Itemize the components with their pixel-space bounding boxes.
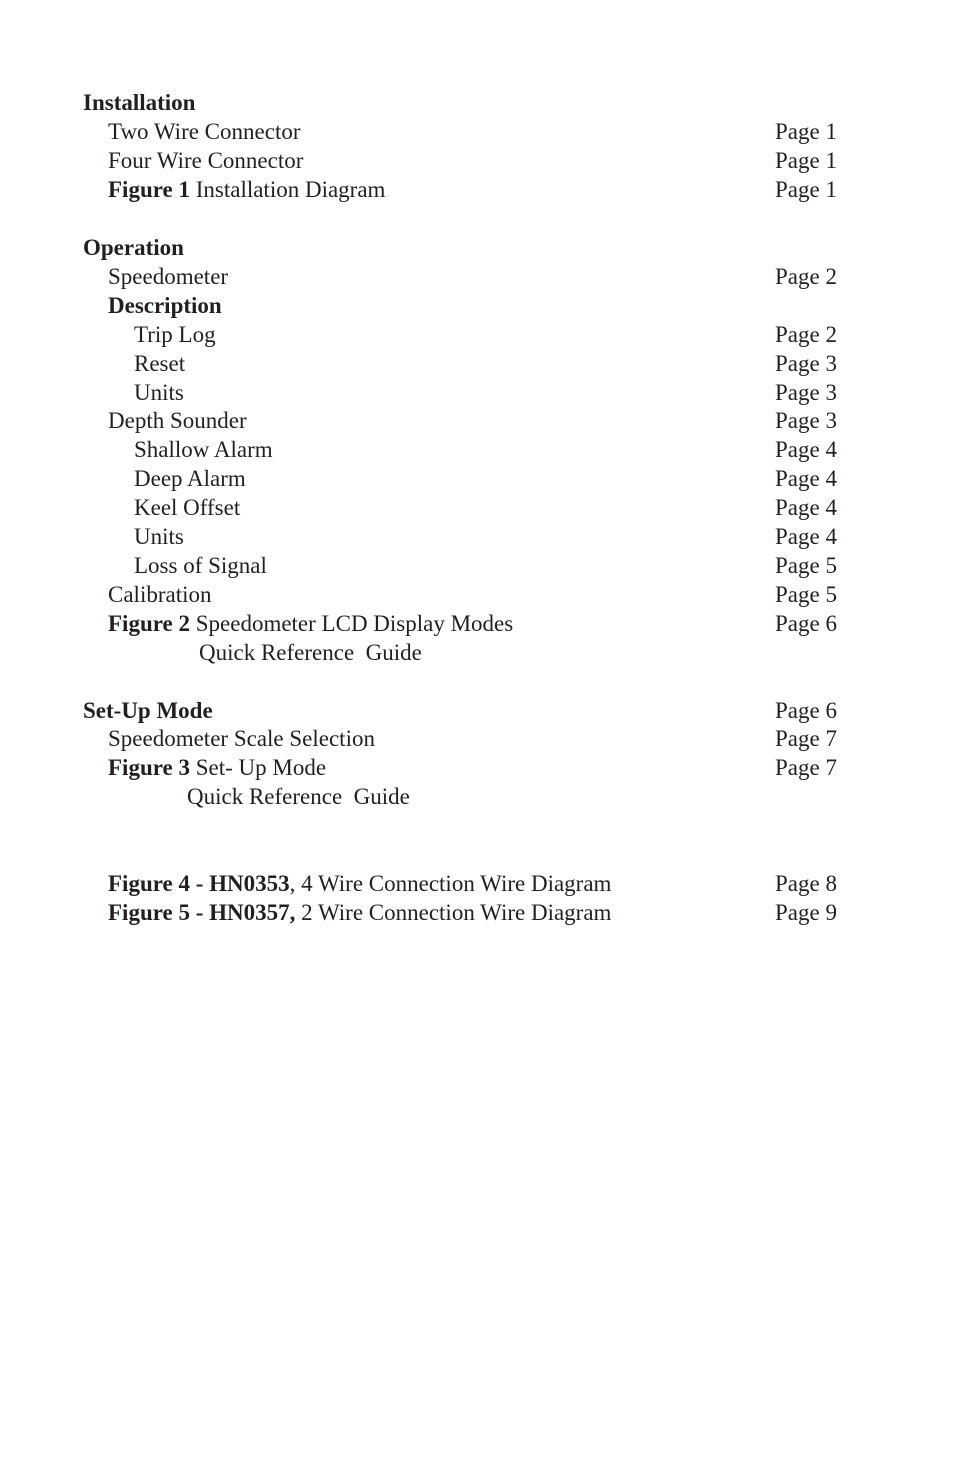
toc-entry-reset [0, 349, 954, 378]
entry-label-continuation: Quick Reference Guide [187, 784, 410, 809]
section-heading: Set-Up Mode [83, 698, 213, 723]
entry-label: Speedometer [108, 264, 229, 289]
toc-entry-shallow-alarm [0, 435, 954, 464]
figure-number: Figure 3 [108, 755, 190, 780]
toc-entry-calibration [0, 580, 954, 609]
entry-label [108, 609, 513, 638]
toc-subheading-description [0, 291, 954, 320]
toc-entry-figure-3 [0, 753, 954, 782]
entry-label: Units [134, 524, 184, 549]
toc-entry-depth-sounder [0, 406, 954, 435]
toc-entry-two-wire-connector [0, 117, 954, 146]
figure-number: Figure 4 - HN0353 [108, 871, 290, 896]
toc-entry-figure-4 [0, 869, 954, 898]
page-reference: Page 6 [775, 698, 837, 723]
entry-label [108, 175, 385, 204]
page-reference: Page 4 [775, 524, 837, 549]
toc-heading-operation [0, 233, 954, 262]
figure-title: Speedometer LCD Display Modes [189, 611, 514, 636]
section-heading: Installation [83, 90, 196, 115]
entry-label: Units [134, 380, 184, 405]
page-reference: Page 2 [775, 322, 837, 347]
page-reference: Page 6 [775, 611, 837, 636]
page-reference: Page 9 [775, 900, 837, 925]
entry-label [108, 869, 611, 898]
toc-entry-figure-3-continuation [0, 782, 954, 811]
page-reference: Page 4 [775, 466, 837, 491]
toc-entry-speedometer-scale-selection [0, 724, 954, 753]
toc-entry-figure-5 [0, 898, 954, 927]
toc-entry-trip-log [0, 320, 954, 349]
entry-label: Speedometer Scale Selection [108, 726, 375, 751]
figure-title: Set- Up Mode [189, 755, 327, 780]
page-reference: Page 1 [775, 148, 837, 173]
entry-label: Four Wire Connector [108, 148, 304, 173]
toc-entry-units [0, 522, 954, 551]
entry-label: Deep Alarm [134, 466, 246, 491]
entry-label [108, 753, 326, 782]
page-reference: Page 1 [775, 119, 837, 144]
figure-number: Figure 5 - HN0357, [108, 900, 296, 925]
figure-title: 2 Wire Connection Wire Diagram [295, 900, 612, 925]
toc-entry-figure-2-continuation [0, 638, 954, 667]
entry-label: Loss of Signal [134, 553, 267, 578]
page-reference: Page 3 [775, 408, 837, 433]
toc-heading-installation [0, 88, 954, 117]
toc-entry-deep-alarm [0, 464, 954, 493]
page-reference: Page 2 [775, 264, 837, 289]
page-reference: Page 1 [775, 177, 837, 202]
figure-title: , 4 Wire Connection Wire Diagram [289, 871, 612, 896]
page-reference: Page 7 [775, 726, 837, 751]
figure-number: Figure 1 [108, 177, 190, 202]
page-reference: Page 3 [775, 351, 837, 376]
page-reference: Page 5 [775, 582, 837, 607]
page-reference: Page 4 [775, 495, 837, 520]
page-reference: Page 7 [775, 755, 837, 780]
entry-label-continuation: Quick Reference Guide [199, 640, 422, 665]
figure-number: Figure 2 [108, 611, 190, 636]
entry-label: Two Wire Connector [108, 119, 301, 144]
section-heading: Operation [83, 235, 184, 260]
page-reference: Page 5 [775, 553, 837, 578]
entry-label: Calibration [108, 582, 212, 607]
toc-entry-loss-of-signal [0, 551, 954, 580]
page-reference: Page 3 [775, 380, 837, 405]
entry-label [108, 898, 611, 927]
toc-entry-keel-offset [0, 493, 954, 522]
toc-entry-figure-1 [0, 175, 954, 204]
entry-label: Trip Log [134, 322, 216, 347]
toc-entry-figure-2 [0, 609, 954, 638]
toc-entry-units [0, 378, 954, 407]
subsection-heading: Description [108, 293, 222, 318]
page-reference: Page 8 [775, 871, 837, 896]
entry-label: Reset [134, 351, 186, 376]
toc-entry-four-wire-connector [0, 146, 954, 175]
toc-heading-setup-mode [0, 696, 954, 725]
entry-label: Shallow Alarm [134, 437, 273, 462]
page-reference: Page 4 [775, 437, 837, 462]
entry-label: Depth Sounder [108, 408, 247, 433]
toc-entry-speedometer [0, 262, 954, 291]
figure-title: Installation Diagram [189, 177, 386, 202]
entry-label: Keel Offset [134, 495, 241, 520]
